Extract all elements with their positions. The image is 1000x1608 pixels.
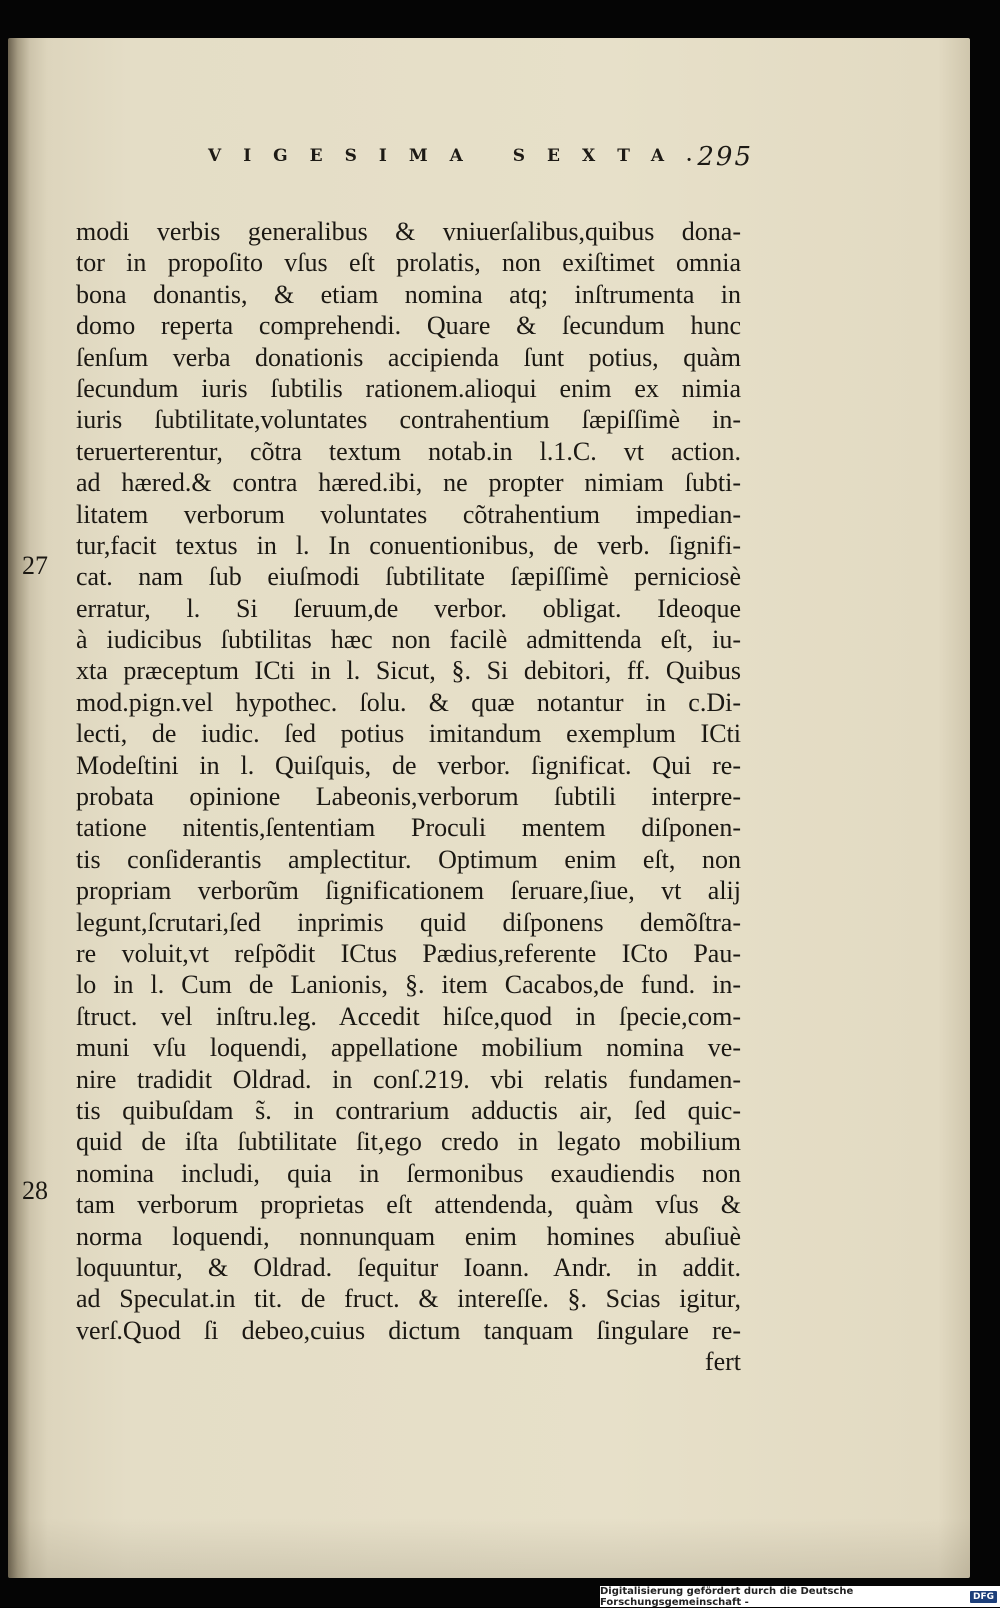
text-line: ad Speculat.in tit. de fruct. & intereſſe. §. Scias igitur, (76, 1284, 741, 1314)
text-line: muni vſu loquendi, appellatione mobilium nomina ve- (76, 1033, 741, 1063)
text-line: domo reperta comprehendi. Quare & ſecundum hunc (76, 311, 741, 341)
text-line: quid de iſta ſubtilitate ſit,ego credo in legato mobilium (76, 1127, 741, 1157)
margin-note-27: 27 (22, 551, 48, 580)
text-line: tis conſiderantis amplectitur. Optimum enim eſt, non (76, 844, 741, 874)
text-line: ad hæred.& contra hæred.ibi, ne propter nimiam ſubti- (76, 468, 741, 498)
text-line: tis quibuſdam s̃. in contrarium adductis air, ſed quic- (76, 1095, 741, 1125)
text-line: ſtruct. vel inſtru.leg. Accedit hiſce,quod in ſpecie,com- (76, 1001, 741, 1031)
catchword: fert (704, 1347, 741, 1377)
text-line: iuris ſubtilitate,voluntates contrahentium ſæpiſſimè in- (76, 405, 741, 435)
running-title: VIGESIMA SEXTA. (208, 146, 715, 166)
text-line: lecti, de iudic. ſed potius imitandum exemplum ICti (76, 719, 741, 749)
text-line: verſ.Quod ſi debeo,cuius dictum tanquam ſingulare re- (76, 1315, 741, 1345)
text-line: probata opinione Labeonis,verborum ſubtili interpre- (76, 782, 741, 812)
text-line: bona donantis, & etiam nomina atq; inſtrumenta in (76, 279, 741, 309)
text-line: norma loquendi, nonnunquam enim homines abuſiuè (76, 1221, 741, 1251)
text-line: modi verbis generalibus & vniuerſalibus,quibus dona- (76, 217, 741, 246)
text-line: à iudicibus ſubtilitas hæc non facilè admittenda eſt, iu- (76, 625, 741, 655)
text-line: cat. nam ſub eiuſmodi ſubtilitate ſæpiſſimè perniciosè (76, 562, 741, 592)
dfg-logo: DFG (970, 1591, 997, 1603)
text-line: nire tradidit Oldrad. in conſ.219. vbi relatis fundamen- (76, 1064, 741, 1094)
funding-notice: Digitalisierung gefördert durch die Deutsche Forschungsgemeinschaft - (600, 1585, 854, 1608)
text-line: nomina includi, quia in ſermonibus exaudiendis non (76, 1158, 741, 1188)
text-line: loquuntur, & Oldrad. ſequitur Ioann. Andr. in addit. (76, 1252, 741, 1282)
text-line: ſecundum iuris ſubtilis rationem.alioqui enim ex nimia (76, 373, 741, 403)
text-line: tur,facit textus in l. In conuentionibus, de verb. ſignifi- (76, 530, 741, 560)
text-line: propriam verborũm ſignificationem ſeruare,ſiue, vt alij (76, 876, 741, 906)
text-line: tatione nitentis,ſententiam Proculi mentem diſponen- (76, 813, 741, 843)
body-text (76, 216, 741, 1377)
text-line: litatem verborum voluntates cõtrahentium impedian- (76, 499, 741, 529)
digitization-credit (600, 1586, 1000, 1607)
book-page (8, 38, 970, 1578)
margin-note-28: 28 (22, 1176, 48, 1205)
text-line: tor in propoſito vſus eſt prolatis, non exiſtimet omnia (76, 248, 741, 278)
text-line: mod.pign.vel hypothec. ſolu. & quæ notantur in c.Di- (76, 687, 741, 717)
text-line: xta præceptum ICti in l. Sicut, §. Si debitori, ff. Quibus (76, 656, 741, 686)
text-line: Modeſtini in l. Quiſquis, de verbor. ſignificat. Qui re- (76, 750, 741, 780)
text-line: teruerterentur, cõtra textum notab.in l.1.C. vt action. (76, 436, 741, 466)
text-line: tam verborum proprietas eſt attendenda, quàm vſus & (76, 1190, 741, 1220)
text-line: ſenſum verba donationis accipienda ſunt potius, quàm (76, 342, 741, 372)
page-number: 295 (697, 142, 753, 172)
text-line: erratur, l. Si ſeruum,de verbor. obligat. Ideoque (76, 593, 741, 623)
text-line: lo in l. Cum de Lanionis, §. item Cacabos,de fund. in- (76, 970, 741, 1000)
page-header (208, 142, 753, 172)
text-line: legunt,ſcrutari,ſed inprimis quid diſponens demõſtra- (76, 907, 741, 937)
text-line: re voluit,vt reſpõdit ICtus Pædius,referente ICto Pau- (76, 938, 741, 968)
